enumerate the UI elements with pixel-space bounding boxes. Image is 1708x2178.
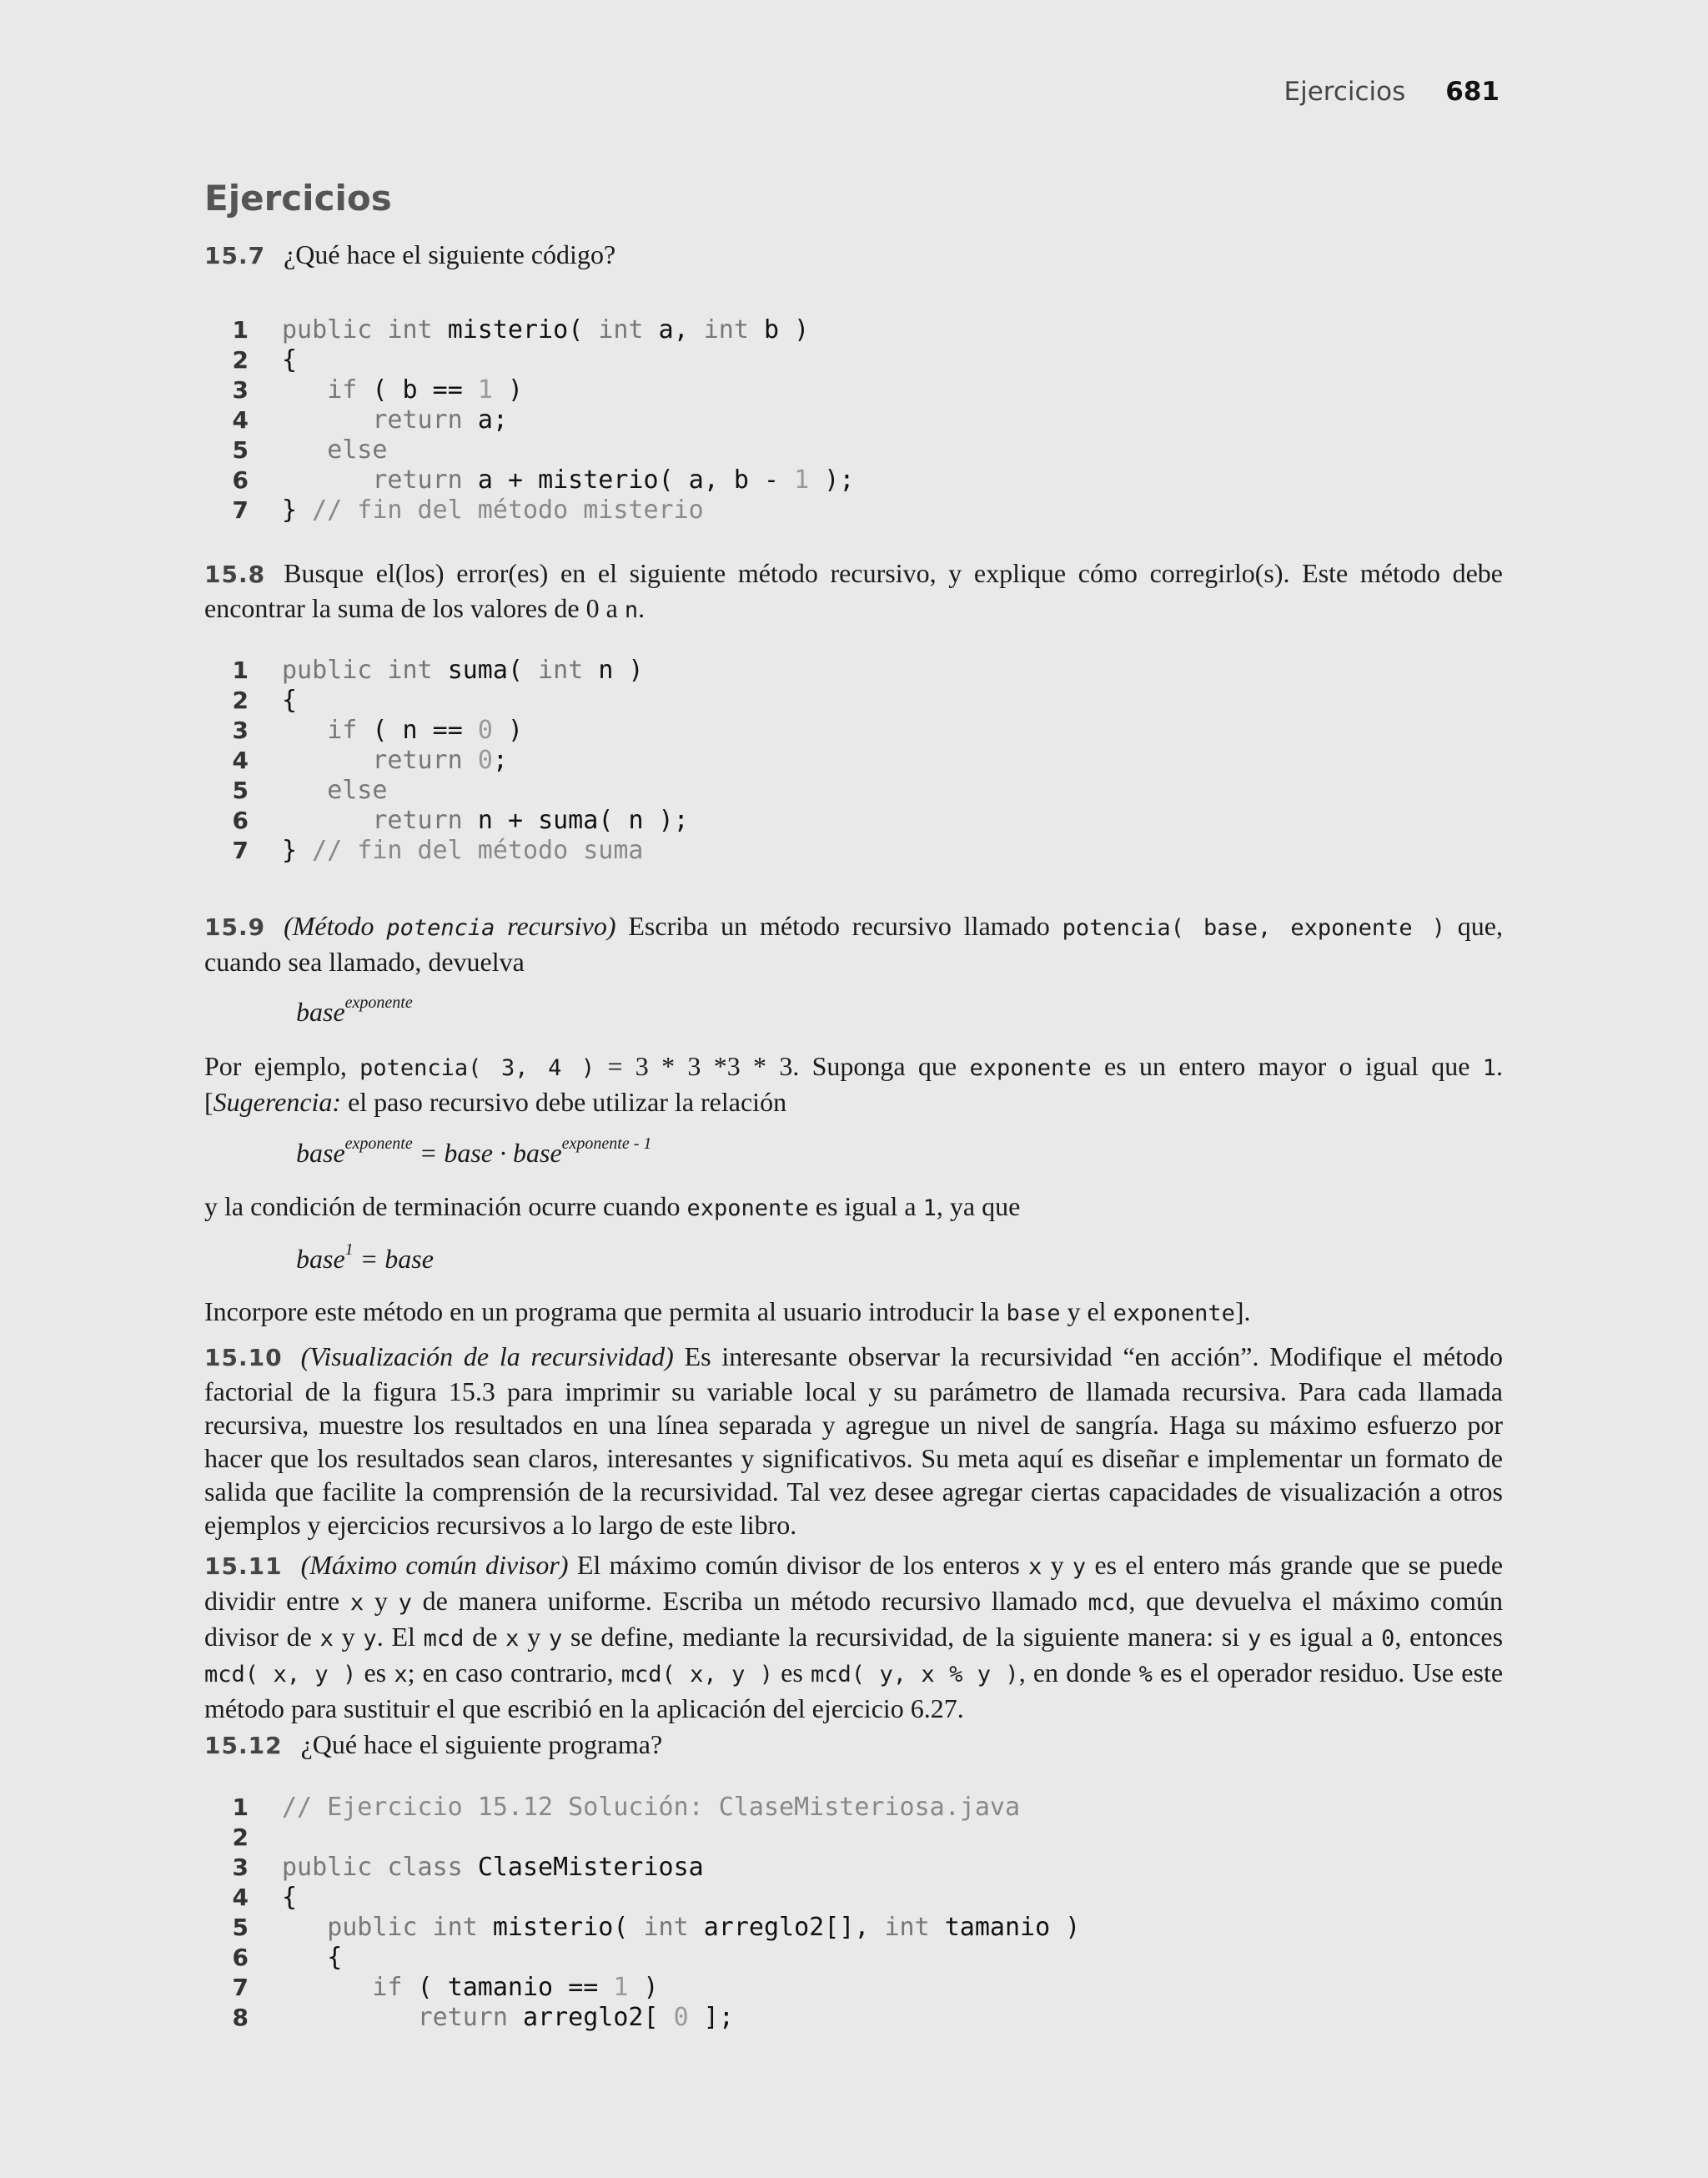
code-text: return arreglo2[ 0 ]; (417, 2003, 734, 2032)
code-text: if ( tamanio == 1 ) (372, 1973, 659, 2002)
inline-code: mcd( x, y ) (204, 1662, 357, 1688)
line-number: 4 (232, 1884, 249, 1911)
exercise-15-9-termination (204, 1190, 1503, 1225)
line-number: 1 (232, 1793, 249, 1821)
section-title: Ejercicios (204, 178, 392, 219)
exercise-number: 15.12 (204, 1732, 283, 1759)
code-line (225, 315, 1476, 345)
code-text: return n + suma( n ); (372, 806, 689, 835)
line-number: 8 (232, 2004, 249, 2031)
text: El máximo común divisor de los enteros (568, 1550, 1029, 1580)
text: , que devuelva el máximo común divisor de (204, 1586, 1504, 1652)
text: y (519, 1622, 549, 1652)
code-line (225, 1883, 1476, 1913)
running-head (1284, 77, 1500, 107)
inline-code: % (1138, 1662, 1153, 1688)
exercise-number: 15.7 (204, 242, 266, 269)
inline-code: x (349, 1590, 364, 1616)
inline-code: y (398, 1590, 412, 1616)
inline-code: x (394, 1662, 408, 1688)
line-number: 5 (232, 436, 249, 464)
inline-code: 1 (922, 1195, 937, 1221)
exercise-number: 15.9 (204, 913, 266, 941)
text: . [ (204, 1051, 1503, 1117)
inline-code: y (363, 1626, 377, 1652)
text: es igual a (808, 1191, 923, 1221)
code-text: return a; (372, 405, 508, 435)
line-number: 3 (232, 1854, 249, 1881)
line-number: 6 (232, 1944, 249, 1971)
text: Incorpore este método en un programa que permita al usuario introducir la (204, 1296, 1007, 1326)
code-line (225, 686, 1476, 716)
code-text: { (282, 345, 298, 375)
inline-code: y (548, 1626, 563, 1652)
code-line (225, 836, 1476, 866)
code-text: return 0; (372, 746, 508, 775)
code-line (225, 1793, 1476, 1823)
exercise-title (284, 911, 615, 941)
formula-recursive-step (296, 1136, 651, 1169)
code-line (225, 806, 1476, 836)
code-line (225, 1913, 1476, 1943)
text: de (464, 1622, 506, 1652)
math-base: base (296, 997, 345, 1027)
line-number: 1 (232, 656, 249, 684)
code-line (225, 716, 1476, 746)
line-number: 1 (232, 316, 249, 344)
exercise-15-11 (204, 1548, 1503, 1725)
exercise-text: Busque el(los) error(es) en el siguiente método recursivo, y explique cómo corregirlo(s). Este método debe encontrar la suma de los valores de 0 a (204, 558, 1503, 623)
code-text: if ( n == 0 ) (327, 716, 523, 745)
title-part: (Método (284, 911, 387, 941)
code-listing-15-12 (225, 1793, 1476, 2033)
exercise-15-8 (204, 556, 1503, 627)
text: es el entero más grande que se puede dividir entre (204, 1550, 1504, 1616)
text: y el (1060, 1296, 1113, 1326)
line-number: 3 (232, 376, 249, 404)
exercise-15-7-question (204, 238, 1503, 273)
code-text: { (327, 1943, 343, 1972)
title-code: potencia (386, 915, 495, 941)
question-text: ¿Qué hace el siguiente código? (284, 239, 616, 269)
inline-code: 1 (1482, 1055, 1496, 1081)
code-text: public int suma( int n ) (282, 656, 644, 685)
inline-code: mcd( y, x % y ) (811, 1662, 1019, 1688)
code-text: // Ejercicio 15.12 Solución: ClaseMisteriosa.java (282, 1793, 1021, 1822)
text: es el operador residuo. Use este método para sustituir el que escribió en la aplicación del ejercicio 6.27. (204, 1657, 1504, 1723)
text: el paso recursivo debe utilizar la relación (341, 1087, 787, 1117)
inline-code: potencia( base, exponente ) (1062, 915, 1445, 941)
text: ]. (1234, 1296, 1251, 1326)
exercise-15-9 (204, 909, 1503, 978)
exercise-number: 15.8 (204, 561, 266, 588)
text: se define, mediante la recursividad, de la siguiente manera: si (562, 1622, 1248, 1652)
exercise-number: 15.11 (204, 1552, 283, 1580)
exercise-15-12-question (204, 1728, 1503, 1763)
code-line (225, 435, 1476, 465)
text: y (1042, 1550, 1073, 1580)
line-number: 4 (232, 747, 249, 774)
code-line (225, 1853, 1476, 1883)
inline-code: exponente (969, 1055, 1092, 1081)
code-text: { (282, 686, 298, 715)
title-part: recursivo) (495, 911, 616, 941)
exercise-15-9-example (204, 1049, 1503, 1119)
code-line (225, 656, 1476, 686)
text: y (333, 1622, 364, 1652)
text: , ya que (936, 1191, 1021, 1221)
text: es (773, 1657, 811, 1688)
code-listing-15-7 (225, 315, 1476, 526)
question-text: ¿Qué hace el siguiente programa? (300, 1729, 663, 1759)
math-exponent: exponente (344, 993, 413, 1013)
code-text: { (282, 1883, 298, 1912)
line-number: 4 (232, 406, 249, 434)
text: de manera uniforme. Escriba un método recursivo llamado (411, 1586, 1088, 1616)
inline-code: potencia( 3, 4 ) (359, 1055, 595, 1081)
text: es un entero mayor o igual que (1091, 1051, 1483, 1081)
inline-code: x (1028, 1554, 1042, 1580)
exercise-15-10 (204, 1340, 1503, 1542)
formula-power (296, 995, 413, 1029)
line-number: 3 (232, 717, 249, 744)
math-exponent: exponente (344, 1134, 413, 1154)
text: Por ejemplo, (204, 1051, 360, 1081)
line-number: 7 (232, 1974, 249, 2001)
line-number: 6 (232, 466, 249, 494)
code-text: if ( b == 1 ) (327, 375, 523, 405)
text: y la condición de terminación ocurre cuando (204, 1191, 687, 1221)
exercise-text: . (638, 593, 646, 623)
text: ; en caso contrario, (407, 1657, 621, 1688)
line-number: 2 (232, 687, 249, 714)
code-text: public int misterio( int arreglo2[], int tamanio ) (327, 1913, 1081, 1942)
code-text: else (327, 435, 388, 465)
text: . El (376, 1622, 424, 1652)
code-line (225, 746, 1476, 776)
inline-code: 0 (1381, 1626, 1395, 1652)
inline-code: mcd (1088, 1590, 1129, 1616)
exercise-text: que, cuando sea llamado, devuelva (204, 911, 1503, 977)
line-number: 7 (232, 496, 249, 524)
code-line (225, 776, 1476, 806)
text: , entonces (1394, 1622, 1504, 1652)
exercise-text: Escriba un método recursivo llamado (615, 911, 1062, 941)
text: , en donde (1018, 1657, 1139, 1688)
line-number: 5 (232, 777, 249, 804)
code-line (225, 1943, 1476, 1973)
code-line (225, 375, 1476, 405)
code-line (225, 345, 1476, 375)
exercise-text: Es interesante observar la recursividad “en acción”. Modifique el método factorial de la figura 15.3 para imprimir su variable local y su parámetro de llamada recursiva. Para cada llamada recursiva, muestre los resultados en una línea separada y agregue un nivel de sangría. Haga su máximo esfuerzo por hacer que los resultados sean claros, interesantes y significativos. Su meta aquí es diseñar e implementar un formato de salida que facilite la comprensión de la recursividad. Tal vez desee agregar ciertas capacidades de visualización a otros ejemplos y ejercicios recursivos a lo largo de este libro. (204, 1341, 1504, 1540)
line-number: 2 (232, 346, 249, 374)
exercise-title: (Visualización de la recursividad) (300, 1341, 674, 1371)
inline-code: mcd (423, 1626, 465, 1652)
exercise-title: (Máximo común divisor) (300, 1550, 569, 1580)
line-number: 2 (232, 1823, 249, 1851)
code-text: } // fin del método suma (282, 836, 644, 865)
math-base: base (296, 1138, 345, 1168)
code-text: public class ClaseMisteriosa (282, 1853, 704, 1882)
code-line (225, 405, 1476, 435)
hint-label: Sugerencia: (213, 1087, 342, 1117)
text: y (364, 1586, 399, 1616)
code-text: else (327, 776, 388, 805)
math-text: = base (353, 1244, 434, 1274)
line-number: 5 (232, 1914, 249, 1941)
page-number: 681 (1445, 77, 1500, 107)
text: es igual a (1261, 1622, 1382, 1652)
inline-code: x (319, 1626, 334, 1652)
inline-code: mcd( x, y ) (620, 1662, 774, 1688)
code-line (225, 495, 1476, 526)
math-text: = base · base (412, 1138, 562, 1168)
code-line (225, 2003, 1476, 2033)
code-text: public int misterio( int a, int b ) (282, 315, 810, 345)
inline-code: n (624, 597, 639, 623)
inline-code: y (1247, 1626, 1262, 1652)
text: = 3 * 3 *3 * 3. Suponga que (595, 1051, 970, 1081)
exercise-number: 15.10 (204, 1344, 283, 1371)
math-base: base (296, 1244, 345, 1274)
line-number: 6 (232, 807, 249, 834)
inline-code: base (1006, 1300, 1061, 1326)
math-exponent: exponente - 1 (561, 1134, 652, 1154)
code-line (225, 1823, 1476, 1853)
line-number: 7 (232, 837, 249, 864)
inline-code: x (505, 1626, 520, 1652)
inline-code: exponente (686, 1195, 809, 1221)
code-line (225, 465, 1476, 495)
code-line (225, 1973, 1476, 2003)
running-head-section: Ejercicios (1284, 77, 1406, 107)
exercise-15-9-closing (204, 1295, 1503, 1330)
inline-code: exponente (1113, 1300, 1235, 1326)
code-text: } // fin del método misterio (282, 495, 704, 525)
inline-code: y (1072, 1554, 1087, 1580)
code-text: return a + misterio( a, b - 1 ); (372, 465, 855, 495)
math-exponent: 1 (344, 1240, 354, 1260)
formula-base-case (296, 1242, 434, 1275)
text: es (356, 1657, 394, 1688)
code-listing-15-8 (225, 656, 1476, 866)
